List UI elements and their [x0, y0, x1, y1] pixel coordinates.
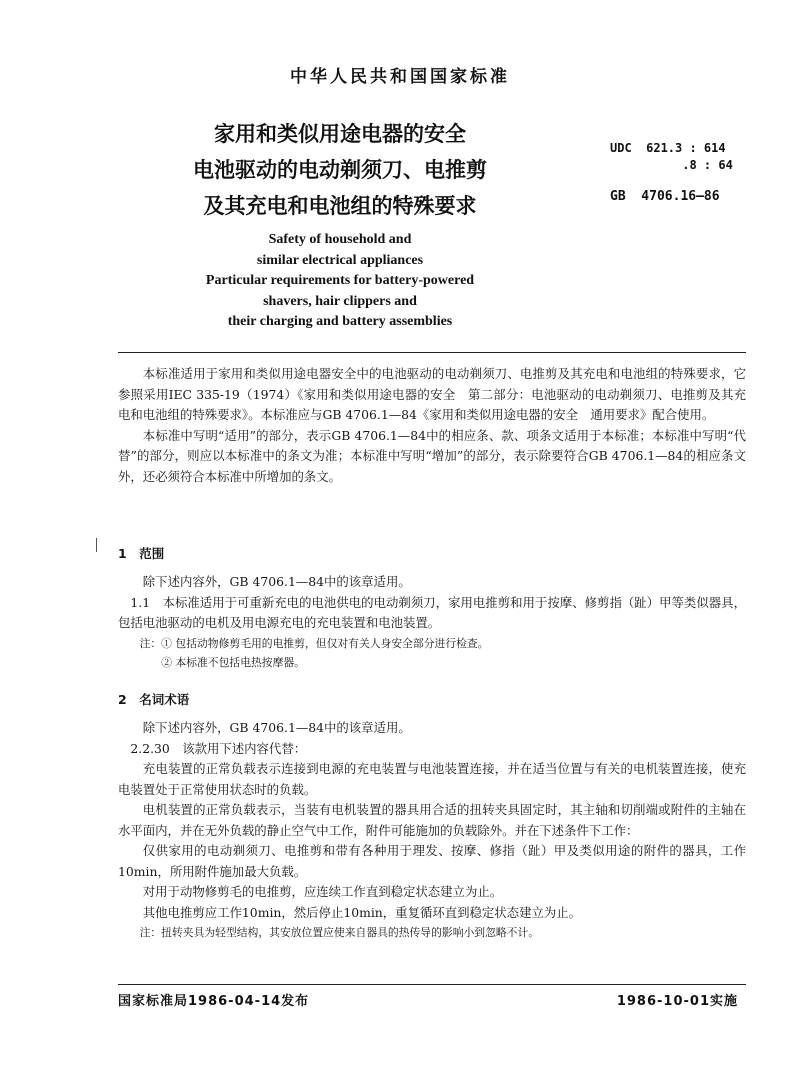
- section-2-paragraph-6: 其他电推剪应工作10min，然后停止10min，重复循环直到稳定状态建立为止。: [142, 904, 582, 920]
- english-title-line: shavers, hair clippers and: [263, 293, 417, 309]
- english-title-line: their charging and battery assemblies: [227, 314, 453, 329]
- udc-code-line-1: UDC 621.3 : 614: [610, 141, 726, 155]
- section-2-paragraph-1: 除下述内容外，GB 4706.1—84中的该章适用。: [142, 720, 411, 735]
- section-1-note-1: 注：① 包括动物修剪毛用的电推剪，但仅对有关人身安全部分进行检查。: [139, 636, 489, 650]
- section-2-paragraph-3: 电机装置的正常负载表示，当装有电机装置的器具用合适的扭转夹具固定时，其主轴和切削端或附件的主轴在水平面内，并在无外负载的静止空气中工作，附件可能施加的负载除外。并在下述条件下工作：: [118, 802, 746, 838]
- english-title: [150, 230, 530, 333]
- section-2-paragraph-4: 仅供家用的电动剃须刀、电推剪和带有各种用于理发、按摩、修指（趾）甲及类似用途的附件的器具，工作10min，所用附件施加最大负载。: [118, 843, 746, 879]
- national-standard-header: 中华人民共和国国家标准: [290, 67, 510, 87]
- clause-1-1: 1.1 本标准适用于可重新充电的电池供电的电动剃须刀，家用电推剪和用于按摩、修剪指（趾）甲等类似器具，包括电池驱动的电机及用电源充电的充电装置和电池装置。: [118, 594, 746, 630]
- section-2-paragraph-5: 对用于动物修剪毛的电推剪，应连续工作直到稳定状态建立为止。: [142, 884, 503, 899]
- chinese-title-line: 及其充电和电池组的特殊要求: [203, 194, 477, 218]
- bottom-divider: [118, 984, 746, 985]
- english-title-line: Particular requirements for battery-powered: [205, 273, 475, 288]
- section-2-paragraph-2: 充电装置的正常负载表示连接到电源的充电装置与电池装置连接，并在适当位置与有关的电机装置连接，使充电装置处于正常使用状态时的负载。: [118, 761, 746, 797]
- clause-2-2-30: 2.2.30 该款用下述内容代替：: [130, 740, 307, 756]
- section-1-heading: 1 范围: [118, 546, 165, 561]
- english-title-line: Safety of household and: [268, 232, 412, 247]
- margin-mark: [96, 538, 97, 552]
- chinese-title-line: 家用和类似用途电器的安全: [214, 122, 466, 146]
- english-title-line: similar electrical appliances: [256, 252, 424, 268]
- section-2-heading: 2 名词术语: [118, 692, 190, 707]
- section-2-note: 注：扭转夹具为轻型结构，其安放位置应使来自器具的热传导的影响小到忽略不计。: [139, 926, 540, 939]
- intro-paragraph-2: 本标准中写明“适用”的部分，表示GB 4706.1—84中的相应条、款、项条文适用于本标准；本标准中写明“代替”的部分，则应以本标准中的条文为准；本标准中写明“增加”的部分，表示除要符合GB 4706.1—84的相应条文外，还必须符合本标准中所增加的条文。: [118, 427, 746, 484]
- effective-date: 1986-10-01实施: [616, 994, 738, 1009]
- intro-paragraph-1: 本标准适用于家用和类似用途电器安全中的电池驱动的电动剃须刀、电推剪及其充电和电池组的特殊要求，它参照采用IEC 335-19（1974）《家用和类似用途电器的安全 第二部分：电池驱动的电动剃须刀、电推剪及其充电和电池组的特殊要求》。本标准应与GB 4706.1—84《家用和类似用途电器的安全 通用要求》配合使用。: [118, 366, 746, 422]
- gb-standard-number: GB 4706.16—86: [610, 189, 720, 204]
- classification-codes: [610, 140, 780, 205]
- section-2-terms: [118, 690, 746, 942]
- chinese-title-line: 电池驱动的电动剃须刀、电推剪: [193, 158, 487, 182]
- section-1-scope: [118, 544, 746, 672]
- top-divider: [118, 352, 746, 353]
- chinese-title: [150, 116, 530, 224]
- intro-section: [118, 364, 746, 487]
- udc-code-line-2: .8 : 64: [610, 158, 733, 172]
- issue-date: 国家标准局1986-04-14发布: [118, 994, 310, 1009]
- section-1-paragraph: 除下述内容外，GB 4706.1—84中的该章适用。: [142, 574, 411, 589]
- section-1-note-2: ② 本标准不包括电热按摩器。: [161, 655, 305, 669]
